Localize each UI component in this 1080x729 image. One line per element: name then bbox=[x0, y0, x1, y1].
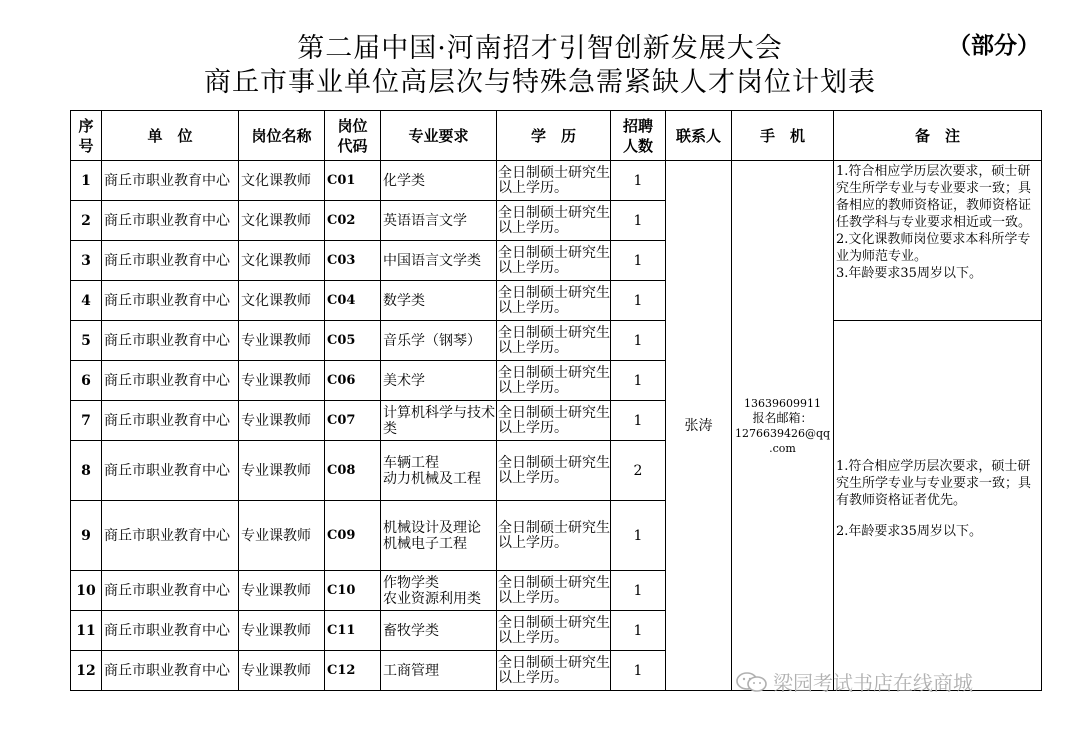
row-edu: 全日制硕士研究生以上学历。 bbox=[497, 161, 611, 201]
note-line: 2.年龄要求35周岁以下。 bbox=[836, 523, 982, 539]
row-no: 6 bbox=[71, 361, 102, 401]
row-major: 作物学类 农业资源利用类 bbox=[381, 571, 497, 611]
row-unit: 商丘市职业教育中心 bbox=[102, 321, 239, 361]
row-major: 计算机科学与技术类 bbox=[381, 401, 497, 441]
row-post: 专业课教师 bbox=[239, 401, 325, 441]
watermark bbox=[735, 667, 973, 696]
row-no: 1 bbox=[71, 161, 102, 201]
row-edu: 全日制硕士研究生以上学历。 bbox=[497, 611, 611, 651]
row-edu: 全日制硕士研究生以上学历。 bbox=[497, 201, 611, 241]
wechat-icon bbox=[735, 671, 769, 693]
row-edu: 全日制硕士研究生以上学历。 bbox=[497, 321, 611, 361]
table-body bbox=[71, 161, 1042, 691]
row-post: 文化课教师 bbox=[239, 241, 325, 281]
row-code: C06 bbox=[325, 361, 381, 401]
row-count: 1 bbox=[611, 161, 666, 201]
row-edu: 全日制硕士研究生以上学历。 bbox=[497, 571, 611, 611]
row-unit: 商丘市职业教育中心 bbox=[102, 651, 239, 691]
row-count: 1 bbox=[611, 201, 666, 241]
row-post: 专业课教师 bbox=[239, 571, 325, 611]
header-edu: 学 历 bbox=[497, 111, 611, 161]
row-unit: 商丘市职业教育中心 bbox=[102, 571, 239, 611]
row-no: 2 bbox=[71, 201, 102, 241]
note-line: 3.年龄要求35周岁以下。 bbox=[836, 266, 982, 281]
email-part2: .com bbox=[769, 441, 796, 455]
row-major: 化学类 bbox=[381, 161, 497, 201]
row-unit: 商丘市职业教育中心 bbox=[102, 401, 239, 441]
note-line: 1.符合相应学历层次要求，硕士研究生所学专业与专业要求一致；具备相应的教师资格证，教师资格证任教学科与专业要求相近或一致。 bbox=[836, 164, 1032, 230]
row-count: 1 bbox=[611, 281, 666, 321]
row-edu: 全日制硕士研究生以上学历。 bbox=[497, 501, 611, 571]
note-group-1 bbox=[834, 161, 1042, 321]
row-post: 专业课教师 bbox=[239, 501, 325, 571]
row-no: 7 bbox=[71, 401, 102, 441]
row-major: 中国语言文学类 bbox=[381, 241, 497, 281]
row-no: 10 bbox=[71, 571, 102, 611]
row-count: 1 bbox=[611, 361, 666, 401]
row-major: 工商管理 bbox=[381, 651, 497, 691]
page-title-line2: 商丘市事业单位高层次与特殊急需紧缺人才岗位计划表 bbox=[204, 67, 876, 98]
row-post: 文化课教师 bbox=[239, 161, 325, 201]
table-header-row bbox=[71, 111, 1042, 161]
row-code: C04 bbox=[325, 281, 381, 321]
row-edu: 全日制硕士研究生以上学历。 bbox=[497, 241, 611, 281]
row-major: 机械设计及理论 机械电子工程 bbox=[381, 501, 497, 571]
row-count: 1 bbox=[611, 501, 666, 571]
phone-number: 13639609911 bbox=[744, 396, 821, 410]
row-code: C10 bbox=[325, 571, 381, 611]
row-post: 专业课教师 bbox=[239, 611, 325, 651]
row-unit: 商丘市职业教育中心 bbox=[102, 501, 239, 571]
row-unit: 商丘市职业教育中心 bbox=[102, 361, 239, 401]
header-count: 招聘 人数 bbox=[611, 111, 666, 161]
note-line: 2.文化课教师岗位要求本科所学专业为师范专业。 bbox=[836, 232, 1031, 264]
header-contact: 联系人 bbox=[666, 111, 732, 161]
row-major: 车辆工程 动力机械及工程 bbox=[381, 441, 497, 501]
row-edu: 全日制硕士研究生以上学历。 bbox=[497, 441, 611, 501]
row-edu: 全日制硕士研究生以上学历。 bbox=[497, 651, 611, 691]
row-post: 专业课教师 bbox=[239, 361, 325, 401]
row-unit: 商丘市职业教育中心 bbox=[102, 611, 239, 651]
row-unit: 商丘市职业教育中心 bbox=[102, 281, 239, 321]
row-count: 1 bbox=[611, 401, 666, 441]
row-post: 文化课教师 bbox=[239, 201, 325, 241]
row-code: C09 bbox=[325, 501, 381, 571]
note-line: 1.符合相应学历层次要求，硕士研究生所学专业与专业要求一致；具有教师资格证者优先。 bbox=[836, 458, 1032, 508]
row-count: 1 bbox=[611, 611, 666, 651]
row-major: 英语语言文学 bbox=[381, 201, 497, 241]
watermark-text: 梁园考试书店在线商城 bbox=[773, 671, 973, 695]
row-count: 1 bbox=[611, 651, 666, 691]
header-phone: 手 机 bbox=[732, 111, 834, 161]
header-post: 岗位名称 bbox=[239, 111, 325, 161]
note-group-2 bbox=[834, 321, 1042, 691]
row-code: C11 bbox=[325, 611, 381, 651]
header-unit: 单 位 bbox=[102, 111, 239, 161]
part-label: （部分） bbox=[948, 32, 1040, 59]
row-code: C07 bbox=[325, 401, 381, 441]
row-major: 美术学 bbox=[381, 361, 497, 401]
row-no: 3 bbox=[71, 241, 102, 281]
row-count: 1 bbox=[611, 321, 666, 361]
job-plan-table bbox=[70, 110, 1042, 691]
page-title-line1: 第二届中国·河南招才引智创新发展大会 bbox=[297, 33, 783, 64]
header-code: 岗位 代码 bbox=[325, 111, 381, 161]
row-unit: 商丘市职业教育中心 bbox=[102, 441, 239, 501]
header-major: 专业要求 bbox=[381, 111, 497, 161]
row-count: 1 bbox=[611, 571, 666, 611]
header-no: 序 号 bbox=[71, 111, 102, 161]
row-code: C03 bbox=[325, 241, 381, 281]
row-code: C01 bbox=[325, 161, 381, 201]
row-post: 专业课教师 bbox=[239, 321, 325, 361]
row-unit: 商丘市职业教育中心 bbox=[102, 161, 239, 201]
row-post: 专业课教师 bbox=[239, 441, 325, 501]
row-count: 2 bbox=[611, 441, 666, 501]
row-edu: 全日制硕士研究生以上学历。 bbox=[497, 361, 611, 401]
header-note: 备 注 bbox=[834, 111, 1042, 161]
row-edu: 全日制硕士研究生以上学历。 bbox=[497, 281, 611, 321]
row-edu: 全日制硕士研究生以上学历。 bbox=[497, 401, 611, 441]
row-unit: 商丘市职业教育中心 bbox=[102, 241, 239, 281]
row-no: 5 bbox=[71, 321, 102, 361]
row-count: 1 bbox=[611, 241, 666, 281]
row-no: 9 bbox=[71, 501, 102, 571]
table-row bbox=[71, 161, 1042, 201]
row-major: 数学类 bbox=[381, 281, 497, 321]
row-code: C08 bbox=[325, 441, 381, 501]
row-no: 11 bbox=[71, 611, 102, 651]
contact-name: 张涛 bbox=[666, 161, 732, 691]
email-label: 报名邮箱： bbox=[752, 410, 813, 425]
contact-phone-cell bbox=[732, 161, 834, 691]
row-code: C02 bbox=[325, 201, 381, 241]
row-code: C12 bbox=[325, 651, 381, 691]
row-code: C05 bbox=[325, 321, 381, 361]
row-post: 专业课教师 bbox=[239, 651, 325, 691]
email-part1: 1276639426@qq bbox=[734, 426, 831, 440]
row-no: 12 bbox=[71, 651, 102, 691]
row-no: 4 bbox=[71, 281, 102, 321]
row-major: 畜牧学类 bbox=[381, 611, 497, 651]
row-post: 文化课教师 bbox=[239, 281, 325, 321]
row-unit: 商丘市职业教育中心 bbox=[102, 201, 239, 241]
row-major: 音乐学（钢琴） bbox=[381, 321, 497, 361]
row-no: 8 bbox=[71, 441, 102, 501]
table-row bbox=[71, 321, 1042, 361]
